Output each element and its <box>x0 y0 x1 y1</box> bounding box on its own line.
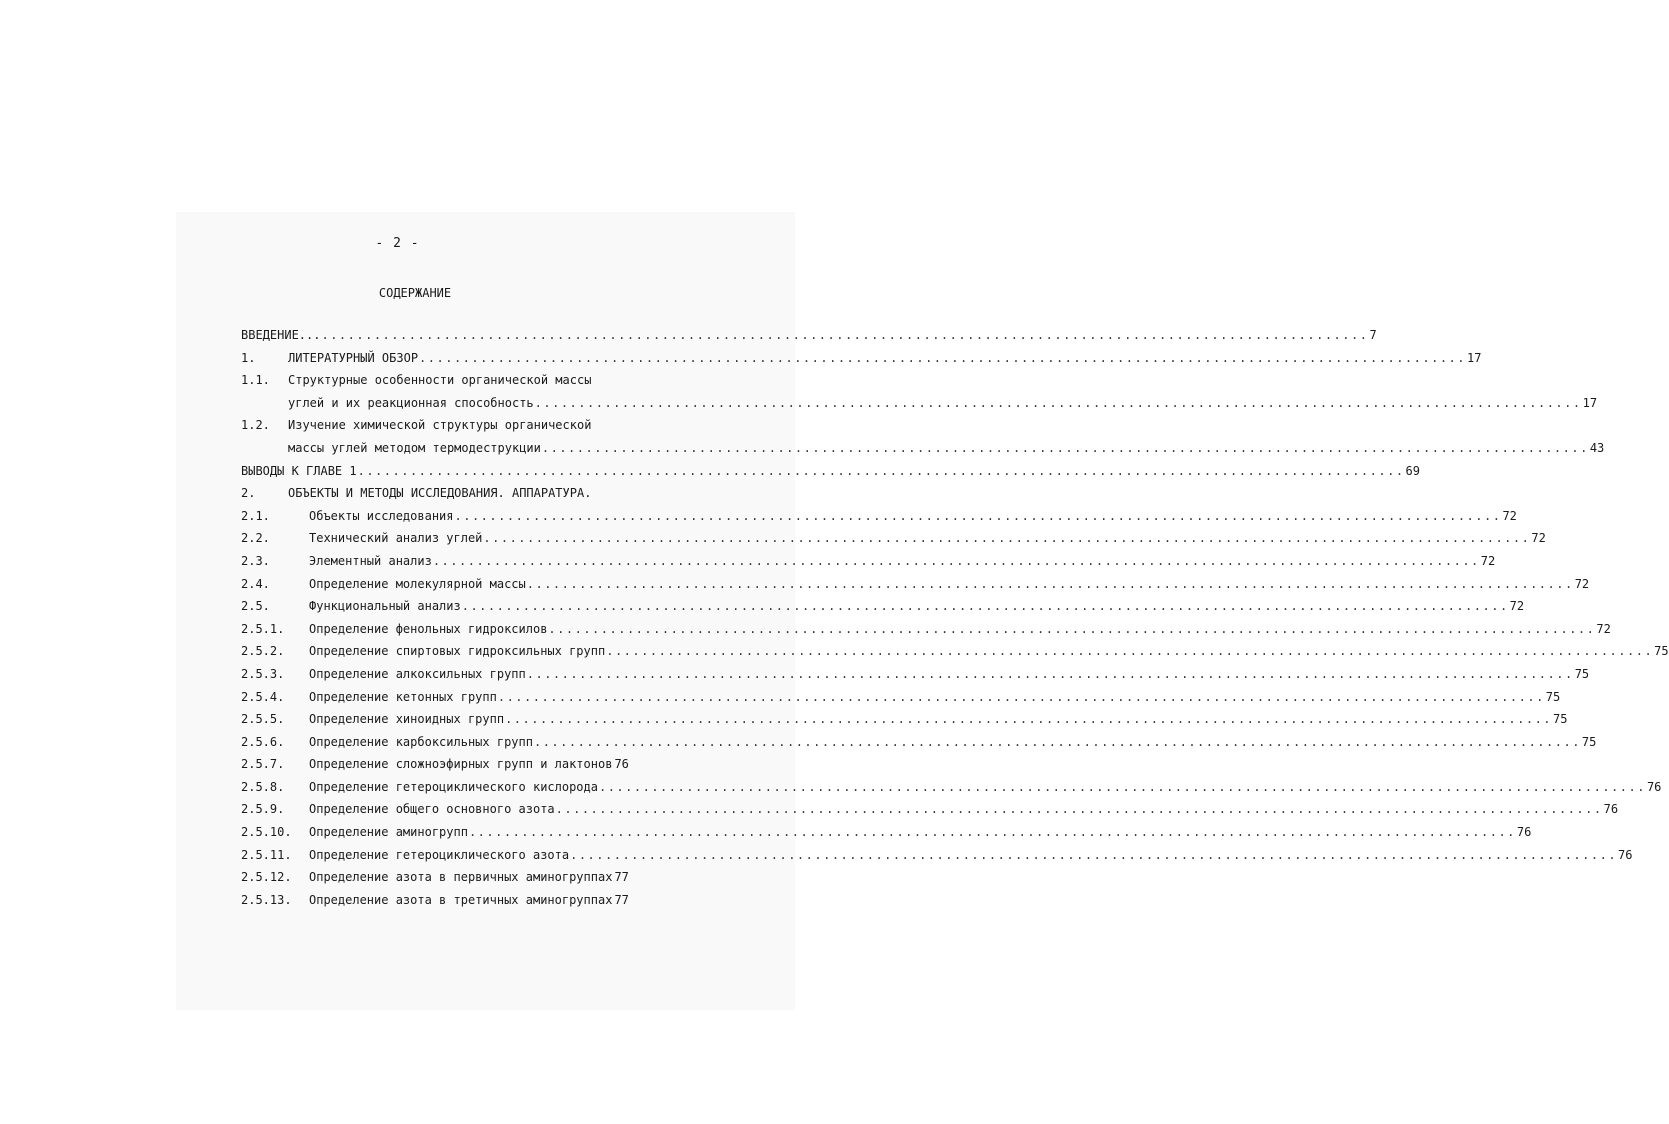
toc-entry-page: 69 <box>1405 463 1420 478</box>
toc-leader-dots: ........................................................................................................................ <box>497 689 1545 704</box>
toc-entry-number: 2.5.8. <box>241 779 285 794</box>
toc-leader-dots: ........................................................................................................................ <box>533 734 1581 749</box>
toc-entry-page: 17 <box>1582 395 1598 410</box>
toc-entry-page: 72 <box>1574 576 1590 591</box>
toc-entry <box>241 369 625 392</box>
toc-entry-title: Определение карбоксильных групп <box>309 734 533 749</box>
toc-entry <box>241 573 1590 596</box>
toc-entry-number: 2.5.10. <box>241 825 292 840</box>
toc-entry-title: Технический анализ углей <box>309 531 483 546</box>
toc-entry-body <box>241 460 1420 483</box>
toc-entry-body <box>309 573 1590 596</box>
toc-entry <box>241 844 1633 867</box>
toc-entry-title: Определение гетероциклического кислорода <box>309 779 598 794</box>
toc-entry-body <box>309 731 1597 754</box>
page-number: - 2 - <box>375 236 420 251</box>
toc-entry-body <box>309 753 629 776</box>
toc-title: СОДЕРЖАНИЕ <box>378 286 452 300</box>
toc-entry-number: 2.5.5. <box>241 712 285 727</box>
toc-entry-title: Определение молекулярной массы <box>309 576 526 591</box>
toc-entry-page: 76 <box>1516 825 1532 840</box>
toc-leader-dots: ........................................................................................................................ <box>534 395 1582 410</box>
toc-entry-page: 77 <box>614 870 629 885</box>
toc-leader-dots: ........................................................................................................................ <box>541 440 1589 455</box>
toc-entry-body <box>288 392 1598 415</box>
toc-entry-title: Определение гетероциклического азота <box>309 847 570 862</box>
toc-entry-body <box>309 505 1517 528</box>
toc-entry-title: углей и их реакционная способность <box>288 395 534 410</box>
toc-entry-page: 72 <box>1509 599 1525 614</box>
toc-entry-number: 2.5. <box>241 599 270 614</box>
toc-entry-body <box>288 414 591 437</box>
toc-entry-number: 2.5.6. <box>241 734 285 749</box>
toc-entry-title: ВЫВОДЫ К ГЛАВЕ 1 <box>241 463 357 478</box>
toc-entry-body <box>288 347 1482 370</box>
toc-entry-page: 72 <box>1531 531 1546 546</box>
toc-entry-title: Определение хиноидных групп <box>309 712 505 727</box>
toc-entry-number: 2.5.9. <box>241 802 285 817</box>
toc-entry-title: ВВЕДЕНИЕ... <box>241 328 321 342</box>
toc-entry-number: 2.5.13. <box>241 892 292 907</box>
toc-entry-title: Определение спиртовых гидроксильных групп <box>309 644 606 659</box>
toc-entry-body <box>241 324 1377 347</box>
toc-entry-page: 75 <box>1553 712 1568 727</box>
toc-entry <box>241 595 1525 618</box>
toc-leader-dots: ........................................................................................................................ <box>526 666 1574 681</box>
toc-entry-title: Определение общего основного азота <box>309 802 555 817</box>
toc-entry-body <box>309 798 1619 821</box>
toc-entry <box>241 414 625 437</box>
toc-leader-dots: ........................................................................................................................ <box>454 508 1502 523</box>
toc-leader-dots: ........................................................................................................................ <box>419 350 1466 365</box>
toc-entry-page: 77 <box>614 892 629 907</box>
toc-entry-page: 76 <box>1603 802 1619 817</box>
toc-entry <box>241 347 1482 370</box>
toc-leader-dots: ........................................................................................................................ <box>570 847 1618 862</box>
toc-entry-body <box>309 844 1633 867</box>
toc-entry-number: 2.5.1. <box>241 621 285 636</box>
toc-entry-number: 2.5.2. <box>241 644 285 659</box>
toc-entry <box>241 437 1605 460</box>
toc-entry-number: 2.3. <box>241 553 270 568</box>
toc-entry <box>241 776 1662 799</box>
toc-entry <box>241 798 1619 821</box>
toc-entry <box>241 753 629 776</box>
toc-entry-title: массы углей методом термодеструкции <box>288 440 541 455</box>
toc-entry-page: 76 <box>1618 847 1633 862</box>
toc-entry-number: 1.2. <box>241 418 270 433</box>
toc-entry <box>241 460 1420 483</box>
toc-entry-body <box>309 550 1496 573</box>
toc-entry-page: 75 <box>1574 666 1590 681</box>
toc-entry-number: 1.1. <box>241 373 270 388</box>
toc-entry <box>241 505 1517 528</box>
toc-leader-dots: ........................................................................................................................ <box>468 825 1516 840</box>
toc-entry-number: 2.5.7. <box>241 757 285 772</box>
toc-entry-title: Определение сложноэфирных групп и лактонов <box>309 757 613 772</box>
toc-entry-title: ЛИТЕРАТУРНЫЙ ОБЗОР <box>288 350 419 365</box>
toc-entry-title: Изучение химической структуры органической <box>288 418 592 433</box>
toc-entry-page: 17 <box>1467 350 1482 365</box>
toc-entry-page: 72 <box>1480 553 1496 568</box>
toc-entry <box>241 663 1590 686</box>
toc-leader-dots: ........................................................................................................................ <box>555 802 1603 817</box>
toc-entry-number: 2.5.3. <box>241 666 285 681</box>
toc-entry-body <box>309 821 1532 844</box>
toc-entry-title: Определение аминогрупп <box>309 825 468 840</box>
toc-entry-page: 75 <box>1654 644 1669 659</box>
toc-entry-page: 76 <box>1646 779 1662 794</box>
toc-entry-title: Функциональный анализ <box>309 599 461 614</box>
toc-entry-number: 2.1. <box>241 508 270 523</box>
toc-entry-page: 7 <box>1369 328 1377 342</box>
toc-entry-body <box>309 595 1525 618</box>
toc-leader-dots: ........................................................................................................................ <box>548 621 1596 636</box>
toc-leader-dots: ........................................................................................................................ <box>606 644 1654 659</box>
toc-entry <box>241 708 1568 731</box>
toc-entry-number: 2.4. <box>241 576 270 591</box>
toc-entry-number: 2.2. <box>241 531 270 546</box>
toc-entry <box>241 324 1377 347</box>
toc-leader-dots: ........................................................................................................................ <box>483 531 1531 546</box>
toc-entry-number: 2.5.11. <box>241 847 292 862</box>
toc-entry-title: ОБЪЕКТЫ И МЕТОДЫ ИССЛЕДОВАНИЯ. АППАРАТУРА. <box>288 486 592 501</box>
toc-entry-title: Определение алкоксильных групп <box>309 666 526 681</box>
toc-entry <box>241 821 1532 844</box>
toc-entry-body <box>288 437 1605 460</box>
toc-entry <box>241 866 629 889</box>
toc-entry <box>241 618 1611 641</box>
toc-entry-page: 75 <box>1545 689 1561 704</box>
toc-entry-body <box>288 369 591 392</box>
toc-entry-body <box>288 482 591 505</box>
toc-leader-dots: ........................................................................................................................ <box>526 576 1574 591</box>
toc-entry-body <box>309 618 1611 641</box>
toc-entry-number: 1. <box>241 350 256 365</box>
toc-entry <box>241 527 1546 550</box>
toc-entry-title: Определение фенольных гидроксилов <box>309 621 548 636</box>
toc-entry-page: 72 <box>1502 508 1517 523</box>
toc-entry-body <box>309 708 1568 731</box>
toc-entry-title: Объекты исследования <box>309 508 454 523</box>
toc-entry-page: 75 <box>1581 734 1597 749</box>
toc-leader-dots: ........................................................................................................................ <box>505 712 1553 727</box>
toc-entry-title: Определение азота в третичных аминогруппах <box>309 892 613 907</box>
toc-entry <box>241 731 1597 754</box>
toc-entry-title: Элементный анализ <box>309 553 432 568</box>
toc-leader-dots: ........................................................................................................................ <box>461 599 1509 614</box>
toc-entry <box>241 482 625 505</box>
toc-entry-body <box>309 866 629 889</box>
toc-leader-dots: ........................................................................................................................ <box>357 463 1405 478</box>
toc-entry <box>241 550 1496 573</box>
toc-entry-page: 76 <box>614 757 629 772</box>
toc-leader-dots: ........................................................................................................................ <box>321 328 1369 342</box>
toc-leader-dots: ........................................................................................................................ <box>598 779 1646 794</box>
toc-entry-number: 2.5.4. <box>241 689 285 704</box>
toc-leader-dots: ........................................................................................................................ <box>432 553 1480 568</box>
toc-entry <box>241 640 1669 663</box>
toc-entry-body <box>309 889 629 912</box>
toc-entry-body <box>309 663 1590 686</box>
toc-entry-number: 2. <box>241 486 256 501</box>
toc-entry-body <box>309 686 1561 709</box>
toc-entry <box>241 392 1598 415</box>
toc-entry-page: 72 <box>1596 621 1611 636</box>
toc-entry-title: Структурные особенности органической массы <box>288 373 592 388</box>
toc-entry-title: Определение кетонных групп <box>309 689 497 704</box>
table-of-contents <box>241 324 1669 911</box>
toc-entry <box>241 889 629 912</box>
toc-entry-page: 43 <box>1589 440 1605 455</box>
toc-entry-number: 2.5.12. <box>241 870 292 885</box>
toc-entry-body <box>309 640 1669 663</box>
toc-entry-title: Определение азота в первичных аминогруппах <box>309 870 613 885</box>
toc-entry <box>241 686 1561 709</box>
toc-entry-body <box>309 776 1662 799</box>
toc-entry-body <box>309 527 1546 550</box>
